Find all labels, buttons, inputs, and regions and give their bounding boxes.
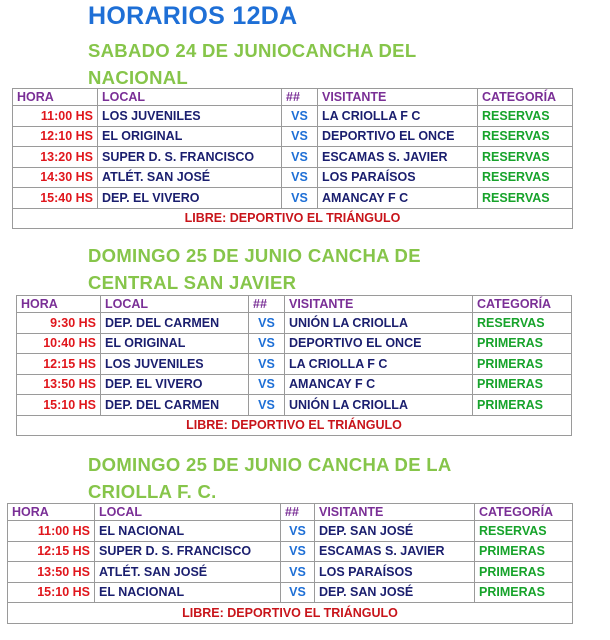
header-visitante: VISITANTE — [318, 89, 478, 106]
table-row — [13, 106, 573, 127]
libre-row — [17, 415, 572, 436]
cell-vs: VS — [249, 395, 285, 416]
header-visitante: VISITANTE — [285, 296, 473, 313]
header-vs: ## — [249, 296, 285, 313]
cell-vs: VS — [281, 582, 315, 603]
table-row — [8, 562, 573, 583]
header-categoria: CATEGORÍA — [475, 504, 573, 521]
cell-visitante: LA CRIOLLA F C — [318, 106, 478, 127]
table-row — [17, 313, 572, 334]
header-vs: ## — [281, 504, 315, 521]
cell-vs: VS — [249, 313, 285, 334]
cell-visitante: LOS PARAÍSOS — [315, 562, 475, 583]
cell-vs: VS — [282, 188, 318, 209]
table-row — [8, 582, 573, 603]
cell-visitante: DEPORTIVO EL ONCE — [318, 126, 478, 147]
cell-hora: 12:15 HS — [8, 541, 95, 562]
cell-visitante: LA CRIOLLA F C — [285, 354, 473, 375]
cell-local: LOS JUVENILES — [98, 106, 282, 127]
section-title-line1: SABADO 24 DE JUNIOCANCHA DEL — [88, 40, 417, 61]
header-vs: ## — [282, 89, 318, 106]
schedule-table-sabado — [12, 88, 573, 229]
cell-categoria: PRIMERAS — [473, 395, 572, 416]
cell-local: ATLÉT. SAN JOSÉ — [98, 167, 282, 188]
libre-text: LIBRE: DEPORTIVO EL TRIÁNGULO — [17, 415, 572, 436]
table-row — [13, 147, 573, 168]
cell-visitante: ESCAMAS S. JAVIER — [315, 541, 475, 562]
cell-vs: VS — [281, 521, 315, 542]
cell-categoria: RESERVAS — [478, 167, 573, 188]
section-title-domingo-criolla — [88, 451, 452, 505]
section-title-line1: DOMINGO 25 DE JUNIO CANCHA DE — [88, 245, 421, 266]
cell-categoria: PRIMERAS — [475, 562, 573, 583]
table-row — [8, 541, 573, 562]
table-row — [17, 354, 572, 375]
cell-hora: 9:30 HS — [17, 313, 101, 334]
cell-hora: 14:30 HS — [13, 167, 98, 188]
header-hora: HORA — [8, 504, 95, 521]
cell-categoria: RESERVAS — [475, 521, 573, 542]
cell-hora: 11:00 HS — [13, 106, 98, 127]
libre-row — [13, 208, 573, 229]
cell-categoria: PRIMERAS — [473, 354, 572, 375]
cell-vs: VS — [282, 126, 318, 147]
cell-vs: VS — [249, 374, 285, 395]
cell-vs: VS — [249, 333, 285, 354]
cell-categoria: RESERVAS — [478, 147, 573, 168]
cell-visitante: AMANCAY F C — [318, 188, 478, 209]
cell-vs: VS — [281, 562, 315, 583]
section-title-line2: CENTRAL SAN JAVIER — [88, 272, 297, 293]
cell-local: SUPER D. S. FRANCISCO — [95, 541, 281, 562]
cell-local: ATLÉT. SAN JOSÉ — [95, 562, 281, 583]
cell-hora: 10:40 HS — [17, 333, 101, 354]
section-title-line2: NACIONAL — [88, 67, 189, 88]
cell-visitante: UNIÓN LA CRIOLLA — [285, 313, 473, 334]
cell-local: DEP. DEL CARMEN — [101, 395, 249, 416]
page-title: HORARIOS 12DA — [88, 2, 298, 30]
cell-hora: 13:50 HS — [8, 562, 95, 583]
cell-hora: 15:10 HS — [8, 582, 95, 603]
libre-text: LIBRE: DEPORTIVO EL TRIÁNGULO — [13, 208, 573, 229]
cell-visitante: LOS PARAÍSOS — [318, 167, 478, 188]
cell-vs: VS — [249, 354, 285, 375]
table-header-row — [17, 296, 572, 313]
table-header-row — [13, 89, 573, 106]
header-hora: HORA — [17, 296, 101, 313]
header-categoria: CATEGORÍA — [478, 89, 573, 106]
cell-local: EL NACIONAL — [95, 582, 281, 603]
cell-categoria: RESERVAS — [478, 188, 573, 209]
table-row — [17, 395, 572, 416]
cell-categoria: PRIMERAS — [473, 374, 572, 395]
cell-vs: VS — [282, 147, 318, 168]
section-title-line2: CRIOLLA F. C. — [88, 481, 217, 502]
header-local: LOCAL — [95, 504, 281, 521]
cell-hora: 12:15 HS — [17, 354, 101, 375]
libre-text: LIBRE: DEPORTIVO EL TRIÁNGULO — [8, 603, 573, 624]
table-row — [17, 374, 572, 395]
cell-local: EL NACIONAL — [95, 521, 281, 542]
cell-categoria: RESERVAS — [473, 313, 572, 334]
section-title-line1: DOMINGO 25 DE JUNIO CANCHA DE LA — [88, 454, 452, 475]
header-visitante: VISITANTE — [315, 504, 475, 521]
header-categoria: CATEGORÍA — [473, 296, 572, 313]
table-row — [13, 167, 573, 188]
schedule-table-domingo-criolla — [7, 503, 573, 624]
cell-categoria: RESERVAS — [478, 106, 573, 127]
header-hora: HORA — [13, 89, 98, 106]
cell-visitante: ESCAMAS S. JAVIER — [318, 147, 478, 168]
header-local: LOCAL — [101, 296, 249, 313]
cell-hora: 15:10 HS — [17, 395, 101, 416]
cell-hora: 15:40 HS — [13, 188, 98, 209]
cell-local: EL ORIGINAL — [101, 333, 249, 354]
cell-local: DEP. EL VIVERO — [101, 374, 249, 395]
table-row — [13, 126, 573, 147]
header-local: LOCAL — [98, 89, 282, 106]
section-title-sabado — [88, 37, 416, 91]
cell-hora: 13:50 HS — [17, 374, 101, 395]
cell-local: DEP. DEL CARMEN — [101, 313, 249, 334]
section-title-domingo-central — [88, 242, 421, 296]
cell-hora: 13:20 HS — [13, 147, 98, 168]
table-row — [13, 188, 573, 209]
table-row — [8, 521, 573, 542]
cell-categoria: RESERVAS — [478, 126, 573, 147]
cell-vs: VS — [281, 541, 315, 562]
cell-visitante: DEP. SAN JOSÉ — [315, 582, 475, 603]
libre-row — [8, 603, 573, 624]
cell-visitante: AMANCAY F C — [285, 374, 473, 395]
cell-hora: 11:00 HS — [8, 521, 95, 542]
cell-visitante: DEP. SAN JOSÉ — [315, 521, 475, 542]
cell-categoria: PRIMERAS — [475, 541, 573, 562]
cell-local: SUPER D. S. FRANCISCO — [98, 147, 282, 168]
cell-vs: VS — [282, 106, 318, 127]
cell-hora: 12:10 HS — [13, 126, 98, 147]
cell-visitante: DEPORTIVO EL ONCE — [285, 333, 473, 354]
cell-categoria: PRIMERAS — [475, 582, 573, 603]
table-header-row — [8, 504, 573, 521]
schedule-table-domingo-central — [16, 295, 572, 436]
cell-categoria: PRIMERAS — [473, 333, 572, 354]
cell-vs: VS — [282, 167, 318, 188]
cell-visitante: UNIÓN LA CRIOLLA — [285, 395, 473, 416]
table-row — [17, 333, 572, 354]
cell-local: EL ORIGINAL — [98, 126, 282, 147]
cell-local: LOS JUVENILES — [101, 354, 249, 375]
cell-local: DEP. EL VIVERO — [98, 188, 282, 209]
